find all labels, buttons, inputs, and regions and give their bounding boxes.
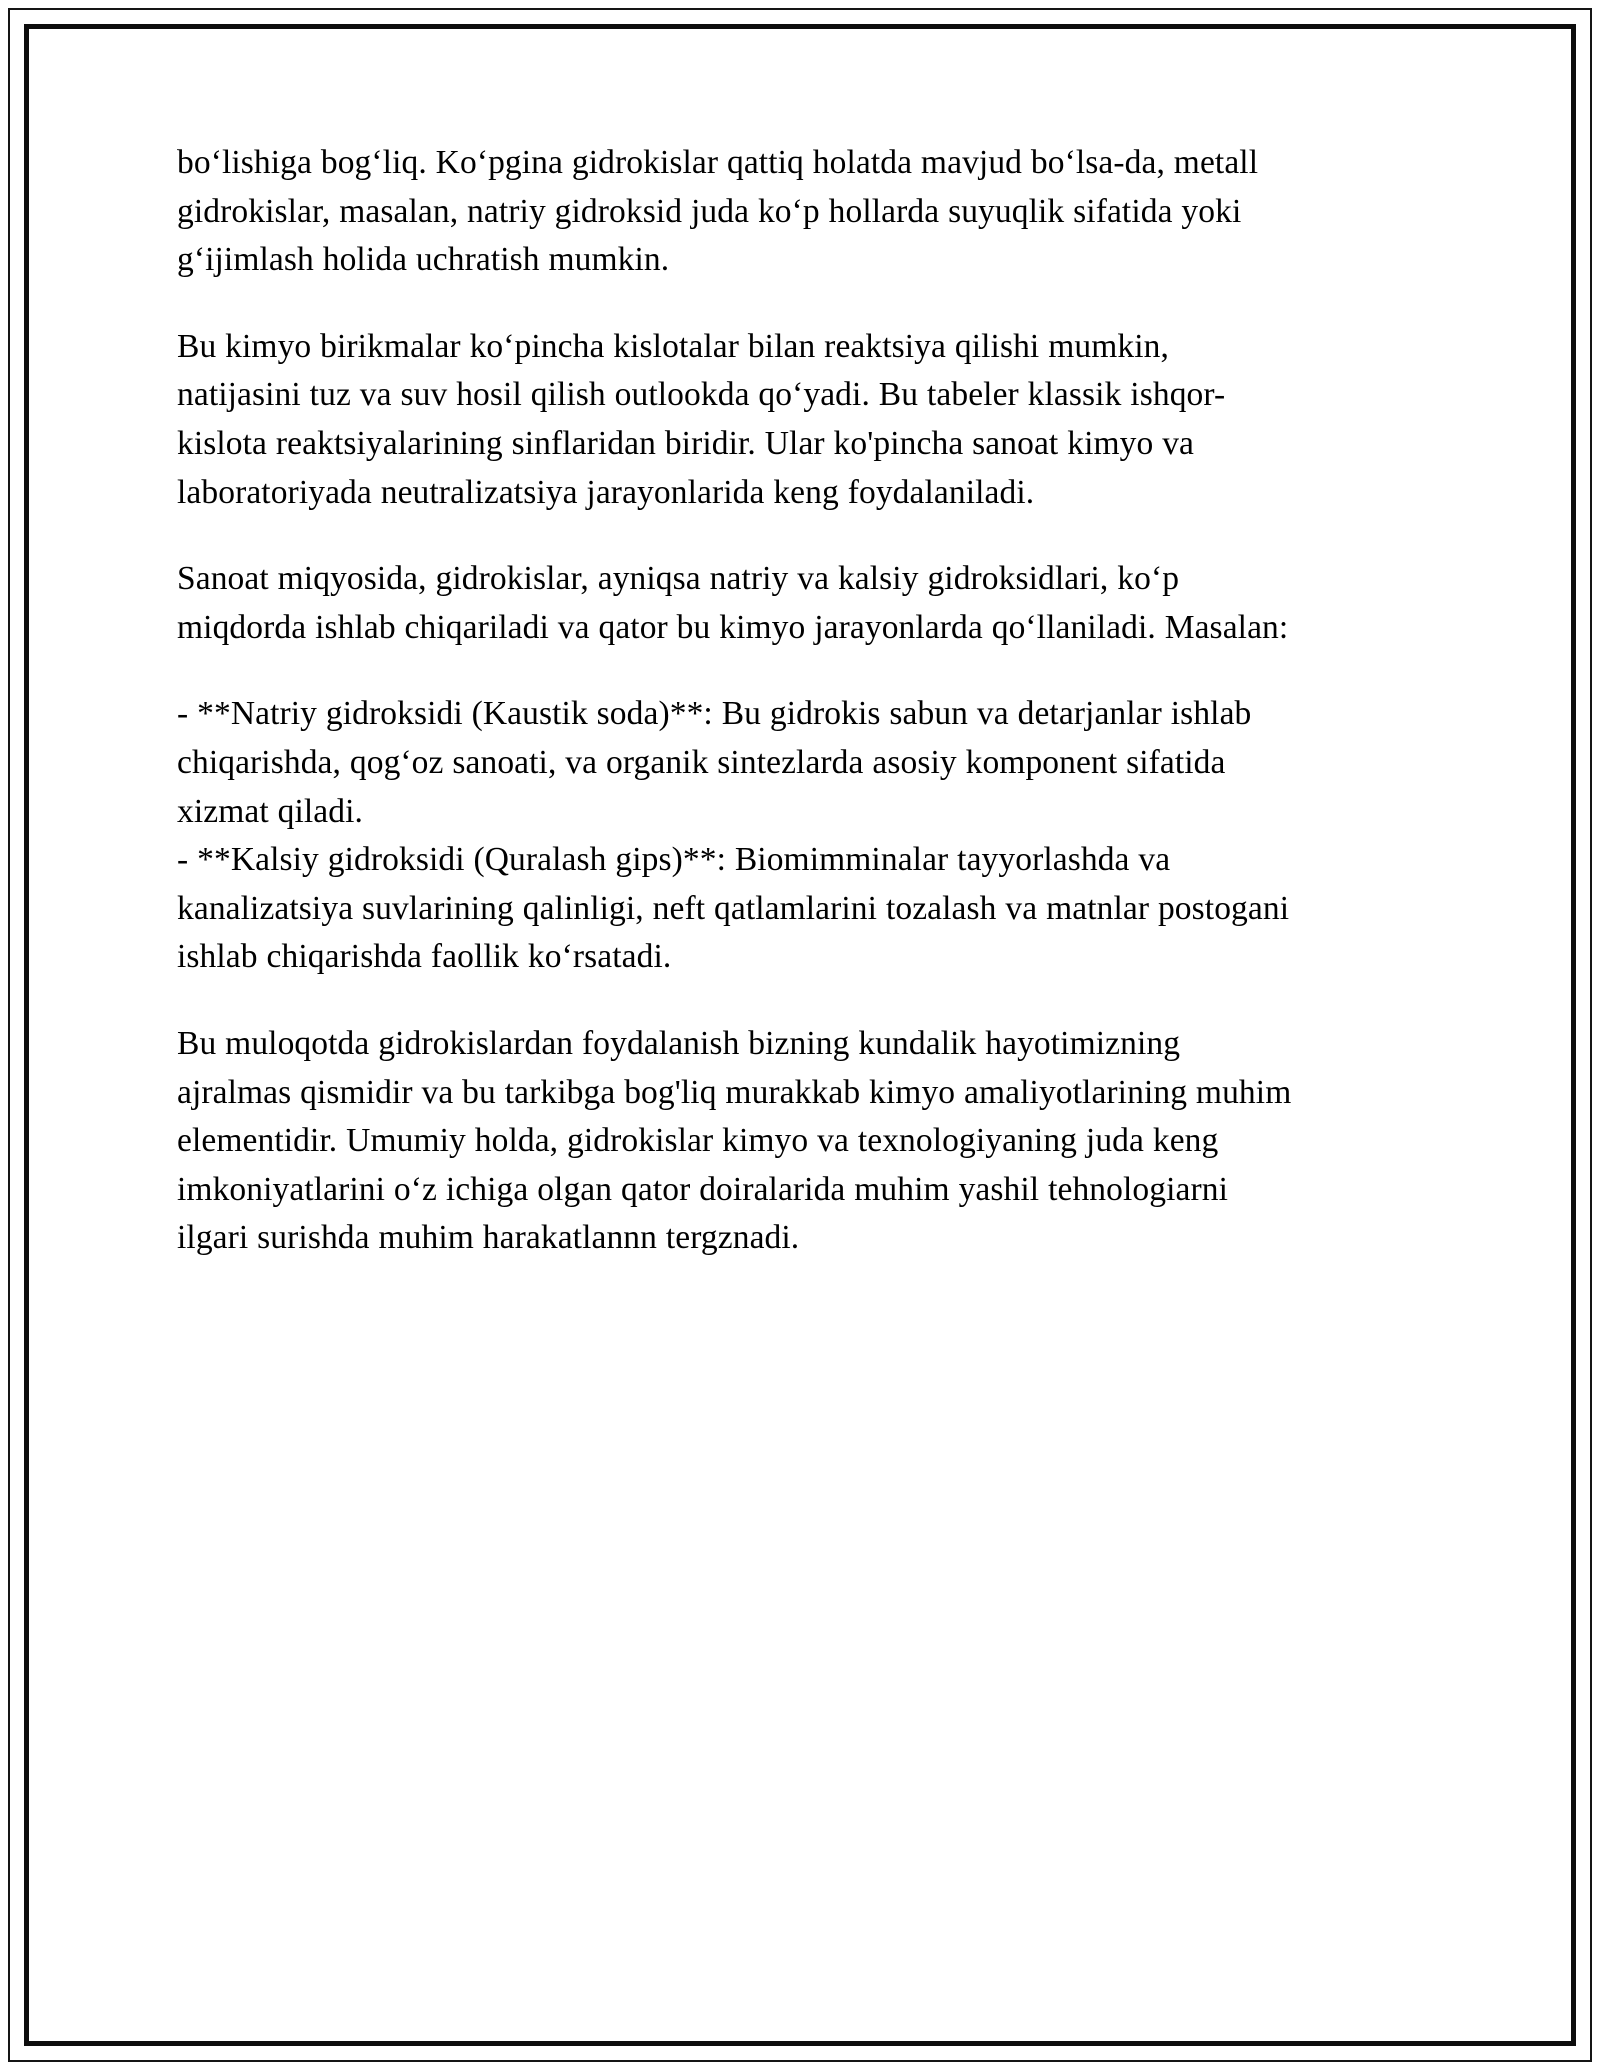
bullet-item-kalsiy-gidroksidi: - **Kalsiy gidroksidi (Quralash gips)**: Biomimminalar tayyorlashda va kanalizatsiya suvlarining qalinligi, neft qatlamlarini tozalash va matnlar postogani ishlab chiqarishda faollik ko‘rsatadi.	[177, 841, 1290, 976]
page-inner-border	[24, 24, 1576, 2046]
paragraph-1: bo‘lishiga bog‘liq. Ko‘pgina gidrokislar qattiq holatda mavjud bo‘lsa-da, metall gidrokislar, masalan, natriy gidroksid juda ko‘p hollarda suyuqlik sifatida yoki g‘ijimlash holida uchratish mumkin.	[177, 144, 1259, 279]
paragraph-3: Sanoat miqyosida, gidrokislar, ayniqsa natriy va kalsiy gidroksidlari, ko‘p miqdorda ishlab chiqariladi va qator bu kimyo jarayonlarda qo‘llaniladi. Masalan:	[177, 560, 1289, 646]
page-outer-border	[8, 8, 1592, 2062]
document-text-body	[177, 139, 1297, 1941]
bullet-item-natriy-gidroksidi: - **Natriy gidroksidi (Kaustik soda)**: Bu gidrokis sabun va detarjanlar ishlab chiqarishda, qog‘oz sanoati, va organik sintezlarda asosiy komponent sifatida xizmat qiladi.	[177, 695, 1252, 830]
page-whitespace-tail	[177, 1301, 1297, 1941]
bullet-list	[177, 690, 1297, 982]
paragraph-4-closing: Bu muloqotda gidrokislardan foydalanish bizning kundalik hayotimizning ajralmas qismidir va bu tarkibga bog'liq murakkab kimyo amaliyotlarining muhim elementidir. Umumiy holda, gidrokislar kimyo va texnologiyaning juda keng imkoniyatlarini o‘z ichiga olgan qator doiralarida muhim yashil tehnologiarni ilgari surishda muhim harakatlannn tergznadi.	[177, 1024, 1292, 1257]
paragraph-2: Bu kimyo birikmalar ko‘pincha kislotalar bilan reaktsiya qilishi mumkin, natijasini tuz va suv hosil qilish outlookda qo‘yadi. Bu tabeler klassik ishqor-kislota reaktsiyalarining sinflaridan biridir. Ular ko'pincha sanoat kimyo va laboratoriyada neutralizatsiya jarayonlarida keng foydalaniladi.	[177, 327, 1226, 511]
